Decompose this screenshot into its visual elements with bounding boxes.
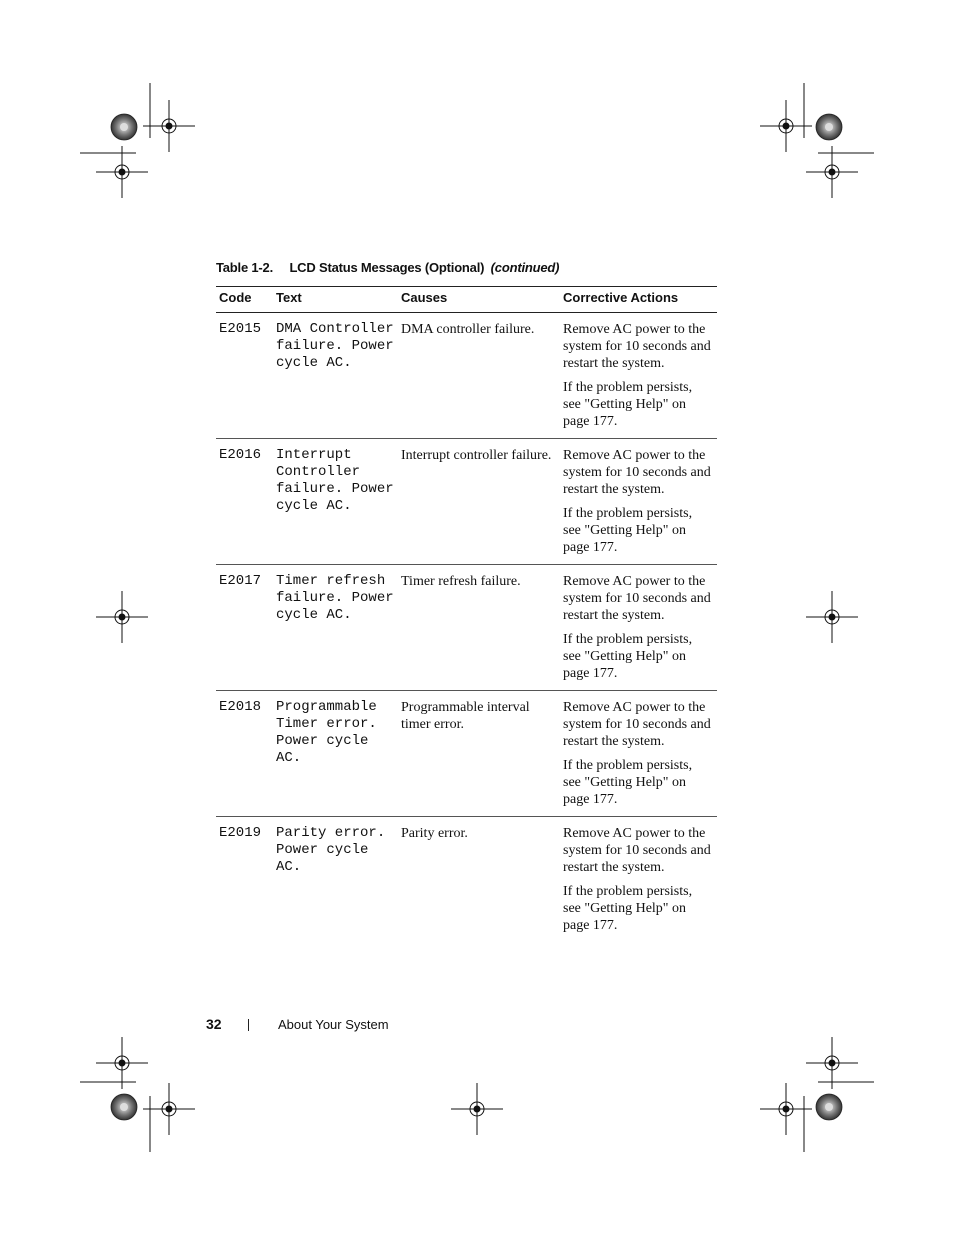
message-text: Timer refresh failure. Power cycle AC. [273,565,398,691]
message-cause: Parity error. [401,826,468,841]
lcd-status-table [216,286,717,942]
crosshair-icon [451,1083,503,1135]
header-code: Code [216,287,273,313]
message-code: E2018 [216,691,273,817]
header-causes: Causes [398,287,560,313]
message-code: E2015 [216,313,273,439]
color-bar-icon [816,114,842,140]
crosshair-icon [806,1037,858,1089]
action-step: If the problem persists, see "Getting Help" on page 177. [563,380,693,429]
message-cause: DMA controller failure. [398,313,560,439]
table-row [216,313,717,439]
footer-divider [248,1019,249,1031]
page-footer [0,1016,954,1036]
crosshair-icon [143,1083,195,1135]
message-text: Interrupt Controller failure. Power cycle AC. [273,439,398,565]
message-code: E2019 [219,825,262,841]
table-row [216,817,717,943]
crosshair-icon [96,591,148,643]
corrective-actions [560,439,717,565]
action-step: Remove AC power to the system for 10 seconds and restart the system. [563,574,711,623]
action-step: Remove AC power to the system for 10 seconds and restart the system. [563,700,711,749]
action-step: If the problem persists, see "Getting Help" on page 177. [563,506,693,555]
action-step: Remove AC power to the system for 10 seconds and restart the system. [563,448,711,497]
crosshair-icon [806,146,858,198]
message-code: E2016 [216,439,273,565]
corrective-actions [560,313,717,439]
section-title: About Your System [278,1017,389,1032]
table-title: LCD Status Messages (Optional) [289,260,485,275]
crosshair-icon [760,1083,812,1135]
action-step: If the problem persists, see "Getting Help" on page 177. [563,632,693,681]
crosshair-icon [806,591,858,643]
action-step: If the problem persists, see "Getting Help" on page 177. [563,884,693,933]
message-cause: Timer refresh failure. [398,565,560,691]
corrective-actions [560,565,717,691]
color-bar-icon [816,1094,842,1120]
message-cause: Interrupt controller failure. [398,439,560,565]
crosshair-icon [760,100,812,152]
corrective-actions [560,691,717,817]
header-corrective-actions: Corrective Actions [560,287,717,313]
crosshair-icon [143,100,195,152]
message-text: Programmable Timer error. Power cycle AC. [273,691,398,817]
corrective-actions [560,817,717,943]
message-text: DMA Controller failure. Power cycle AC. [273,313,398,439]
table-row [216,691,717,817]
message-cause: Programmable interval timer error. [398,691,560,817]
color-bar-icon [111,1094,137,1120]
crosshair-icon [96,1037,148,1089]
table-continued-label: (continued) [490,260,560,275]
action-step: If the problem persists, see "Getting Help" on page 177. [563,758,693,807]
message-text: Parity error. Power cycle AC. [276,825,386,875]
crosshair-icon [96,146,148,198]
table-row [216,439,717,565]
action-step: Remove AC power to the system for 10 seconds and restart the system. [563,826,711,875]
page-number: 32 [206,1016,222,1032]
action-step: Remove AC power to the system for 10 seconds and restart the system. [563,322,711,371]
header-text: Text [273,287,398,313]
table-number: Table 1-2. [216,260,274,275]
table-caption [216,260,559,275]
table-row [216,565,717,691]
message-code: E2017 [216,565,273,691]
table-header-row [216,287,717,313]
color-bar-icon [111,114,137,140]
